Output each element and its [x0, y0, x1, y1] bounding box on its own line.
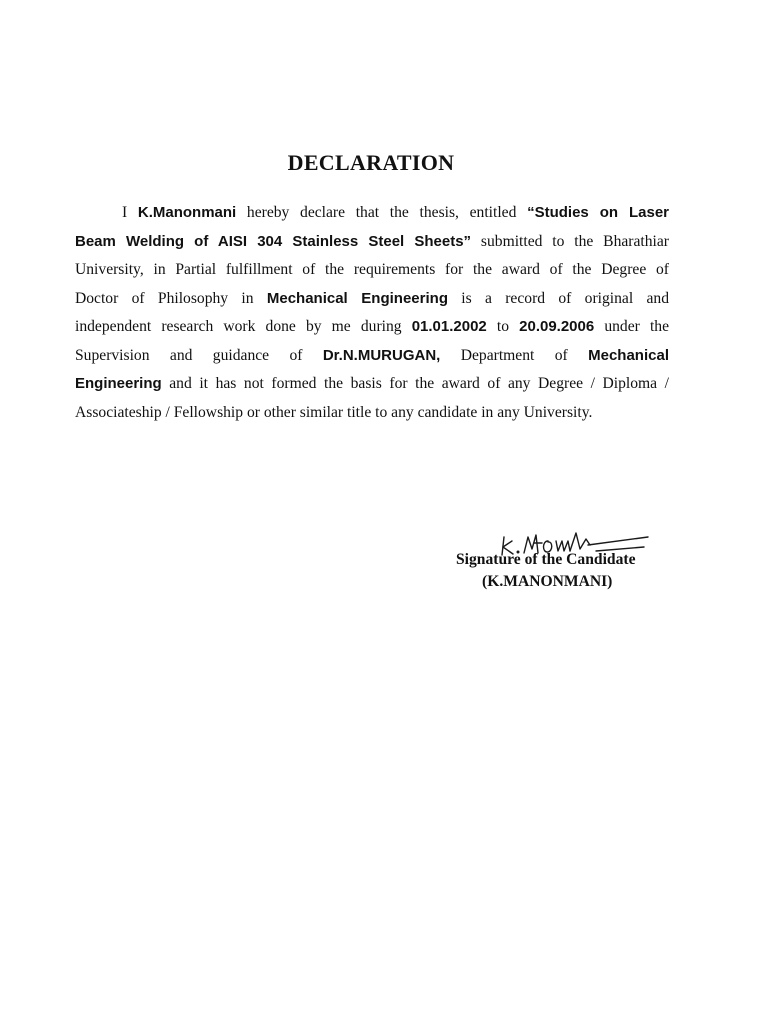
paragraph-line-3: University, in Partial fulfillment of the requirements for the award of the Degree of — [75, 261, 669, 278]
text-fragment: is a record of original and — [447, 289, 669, 307]
candidate-name: K.Manonmani — [137, 204, 237, 221]
declaration-paragraph — [75, 199, 669, 427]
paragraph-line-8: Associateship / Fellowship or other similar title to any candidate in any University. — [75, 403, 593, 421]
supervisor-name: Dr.N.MURUGAN, — [322, 346, 441, 364]
signature-label: Signature of the Candidate — [456, 551, 636, 568]
text-fragment: and it has not formed the basis for the award of any Degree / Diploma / — [161, 375, 669, 392]
thesis-title-part-1: “Studies on Laser — [527, 204, 669, 221]
department-name: Mechanical Engineering — [266, 289, 448, 307]
text-fragment: hereby declare that the thesis, entitled — [236, 204, 528, 221]
department-name-part-1: Mechanical — [588, 346, 669, 364]
text-fragment: Doctor of Philosophy in — [75, 289, 267, 307]
paragraph-line-7 — [75, 370, 669, 399]
text-fragment: I — [122, 204, 138, 221]
paragraph-line-6 — [75, 342, 669, 371]
paragraph-line-4 — [75, 285, 669, 314]
text-fragment: Supervision and guidance of — [75, 346, 323, 364]
text-fragment: to — [486, 318, 520, 335]
candidate-printed-name: (K.MANONMANI) — [482, 573, 613, 590]
paragraph-line-1 — [75, 199, 669, 228]
text-fragment: Department of — [440, 346, 589, 364]
text-fragment: submitted to the Bharathiar — [471, 232, 669, 250]
department-name-part-2: Engineering — [75, 375, 162, 392]
paragraph-line-2 — [75, 228, 669, 257]
end-date: 20.09.2006 — [519, 318, 595, 335]
start-date: 01.01.2002 — [411, 318, 487, 335]
text-fragment: under the — [594, 318, 669, 335]
declaration-title: DECLARATION — [287, 150, 455, 175]
paragraph-line-5 — [75, 313, 669, 342]
text-fragment: independent research work done by me during — [75, 318, 412, 335]
thesis-title-part-2: Beam Welding of AISI 304 Stainless Steel Sheets” — [75, 232, 472, 250]
